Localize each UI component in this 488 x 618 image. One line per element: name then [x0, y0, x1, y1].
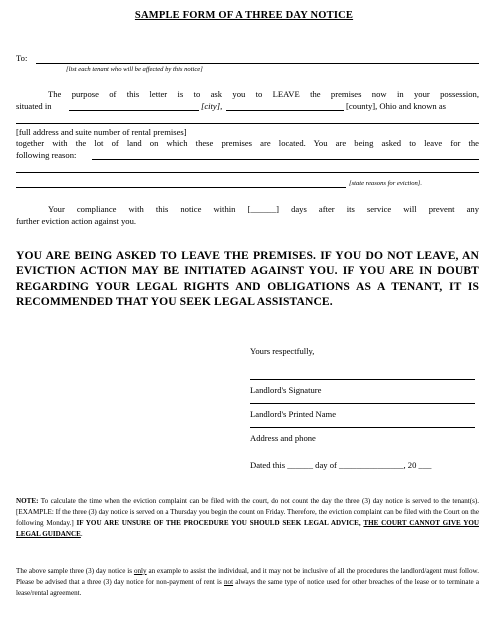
printed-name-field[interactable] — [250, 403, 475, 404]
address-field[interactable] — [16, 123, 479, 124]
county-label: [county], Ohio and known as — [346, 101, 447, 111]
signature-field[interactable] — [250, 379, 475, 380]
note-period: . — [80, 529, 83, 538]
closing-text: Yours respectfully, — [250, 346, 315, 356]
warning-text: YOU ARE BEING ASKED TO LEAVE THE PREMISES. IF YOU DO NOT LEAVE, AN EVICTION ACTION MAY BE INITIATED AGAINST YOU. IF YOU ARE IN DOUBT REGARDING YOUR LEGAL RIGHTS AND OBLIGATIONS AS A TENANT, IT IS RECOMMENDED THAT YOU SEEK LEGAL ASSISTANCE. — [16, 249, 479, 308]
to-label: To: — [16, 53, 28, 63]
page-title: SAMPLE FORM OF A THREE DAY NOTICE — [134, 10, 354, 21]
disclaimer-part-2: an example to assist the individual, and it may not be inclusive of all the procedures the landlord/agent must follow. Please be advised that a three (3) day notice for non-payment of rent is — [16, 567, 479, 586]
reason-field-2[interactable] — [16, 172, 479, 173]
address-hint: [full address and suite number of rental premises] — [16, 127, 187, 137]
disclaimer-not: not — [223, 577, 234, 586]
purpose-line-4: following reason: — [16, 150, 77, 160]
reason-field-3[interactable] — [16, 187, 346, 188]
address-phone-field[interactable] — [250, 427, 475, 428]
note-paragraph — [16, 496, 479, 540]
to-hint: [list each tenant who will be affected by this notice] — [66, 66, 203, 73]
city-field[interactable] — [69, 110, 199, 111]
purpose-line-1: The purpose of this letter is to ask you to LEAVE the premises now in your possession, — [48, 89, 479, 99]
note-label: NOTE: — [16, 497, 39, 505]
disclaimer-part-1: The above sample three (3) day notice is — [16, 567, 133, 575]
county-field[interactable] — [226, 110, 344, 111]
disclaimer-part-3: always the same type of notice used for other breaches of the lease or to terminate a lease/rental agreement. — [16, 577, 479, 597]
compliance-line-2: further eviction action against you. — [16, 216, 137, 226]
city-label: [city], — [201, 101, 223, 111]
note-bold-advice: IF YOU ARE UNSURE OF THE PROCEDURE YOU SHOULD SEEK LEGAL ADVICE, — [76, 518, 361, 527]
purpose-line-3: together with the lot of land on which these premises are located. You are being asked to leave for the — [16, 138, 479, 148]
reasons-hint: [state reasons for eviction]. — [349, 180, 423, 187]
address-phone-label: Address and phone — [250, 433, 316, 443]
printed-name-label: Landlord's Printed Name — [250, 409, 337, 419]
note-bold-court: THE COURT CANNOT GIVE YOU LEGAL GUIDANCE — [16, 518, 479, 538]
disclaimer-only: only — [133, 567, 147, 575]
dated-line: Dated this ______ day of _______________, 20 ___ — [250, 460, 432, 470]
to-field[interactable] — [36, 63, 479, 64]
situated-label: situated in — [16, 101, 52, 111]
note-text: To calculate the time when the eviction complaint can be filed with the court, do not count the day the three (3) day notice is served to the tenant(s). [EXAMPLE: If the three (3) day notice is served on a Thursday you begin the count on Friday. Therefore, the eviction complaint can be filed with the Court on the following Monday.] — [16, 497, 479, 527]
compliance-line-1: Your compliance with this notice within [______] days after its service will prevent any — [48, 204, 479, 214]
disclaimer-paragraph — [16, 566, 479, 599]
reason-field-1[interactable] — [92, 159, 479, 160]
signature-label: Landlord's Signature — [250, 385, 322, 395]
